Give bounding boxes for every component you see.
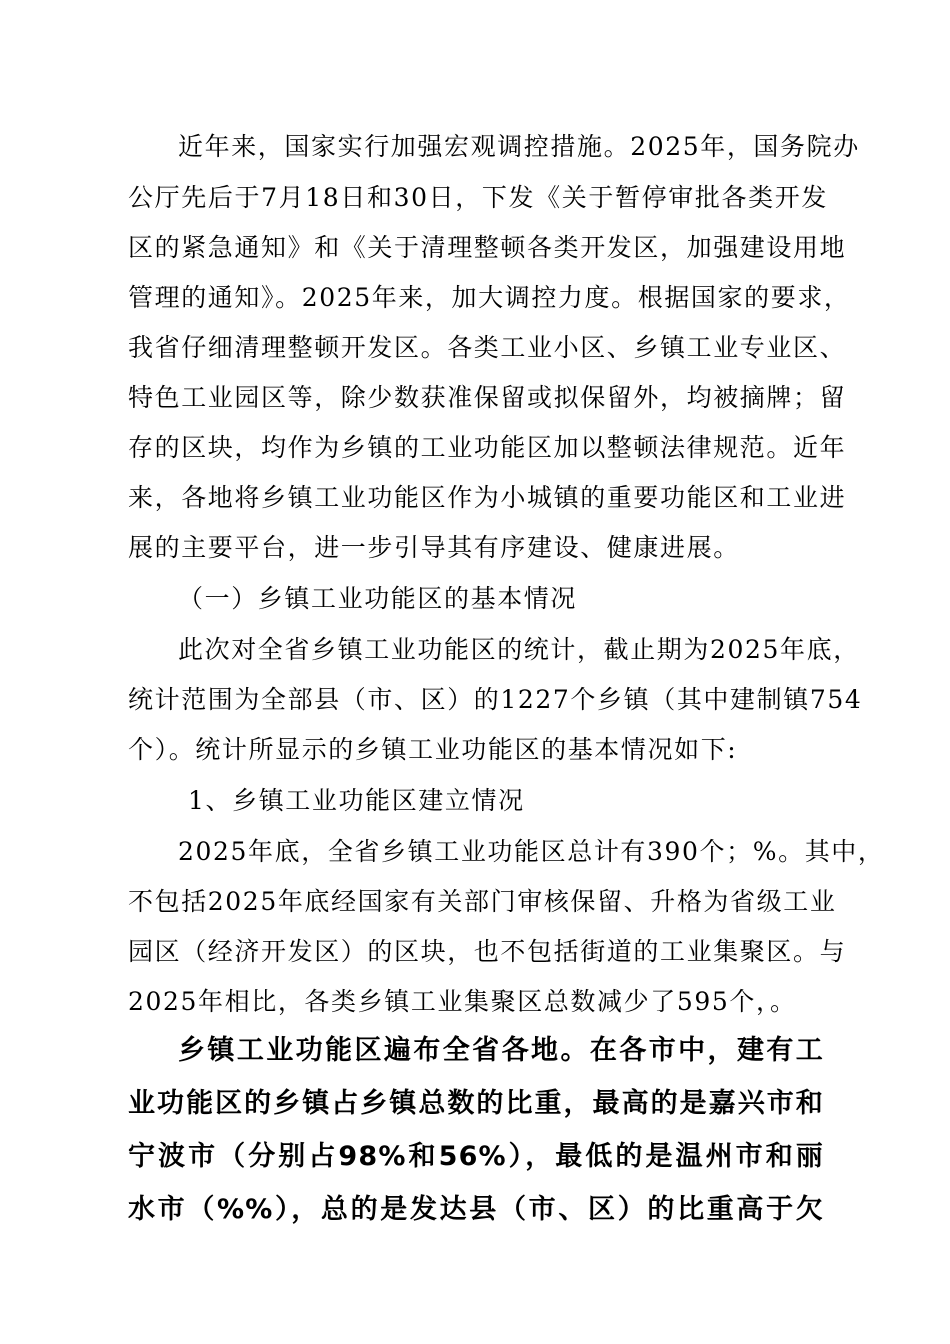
subsection-heading-establishment: 1、乡镇工业功能区建立情况 [188,786,525,815]
scope-line-1: 此次对全省乡镇工业功能区的统计，截止期为2025年底， [178,635,860,664]
establishment-line-1: 2025年底，全省乡镇工业功能区总计有390个；%。其中， [178,837,885,866]
establishment-line-3: 园区（经济开发区）的区块，也不包括街道的工业集聚区。与 [128,937,847,966]
intro-line-8: 来，各地将乡镇工业功能区作为小城镇的重要功能区和工业进 [128,483,847,512]
scope-line-3: 个）。统计所显示的乡镇工业功能区的基本情况如下: [128,735,738,764]
intro-line-1: 近年来，国家实行加强宏观调控措施。2025年，国务院办 [178,132,860,161]
intro-line-3: 区的紧急通知》和《关于清理整顿各类开发区，加强建设用地 [128,233,847,262]
section-heading-basic-situation: （一）乡镇工业功能区的基本情况 [178,584,578,613]
intro-line-2: 公厅先后于7月18日和30日，下发《关于暂停审批各类开发 [128,183,828,212]
intro-line-4: 管理的通知》。2025年来，加大调控力度。根据国家的要求， [128,283,851,312]
intro-line-9: 展的主要平台，进一步引导其有序建设、健康进展。 [128,533,740,562]
distribution-line-3: 宁波市（分别占98%和56%），最低的是温州市和丽 [128,1141,824,1172]
distribution-line-2: 业功能区的乡镇占乡镇总数的比重，最高的是嘉兴市和 [128,1088,824,1119]
distribution-line-1: 乡镇工业功能区遍布全省各地。在各市中，建有工 [178,1035,824,1066]
distribution-line-4: 水市（%%），总的是发达县（市、区）的比重高于欠 [128,1194,824,1225]
establishment-line-4: 2025年相比，各类乡镇工业集聚区总数减少了595个，。 [128,987,797,1016]
intro-line-5: 我省仔细清理整顿开发区。各类工业小区、乡镇工业专业区、 [128,333,847,362]
intro-line-7: 存的区块，均作为乡镇的工业功能区加以整顿法律规范。近年 [128,433,847,462]
establishment-line-2: 不包括2025年底经国家有关部门审核保留、升格为省级工业 [128,887,837,916]
intro-line-6: 特色工业园区等，除少数获准保留或拟保留外，均被摘牌；留 [128,383,847,412]
scope-line-2: 统计范围为全部县（市、区）的1227个乡镇（其中建制镇754 [128,685,863,714]
